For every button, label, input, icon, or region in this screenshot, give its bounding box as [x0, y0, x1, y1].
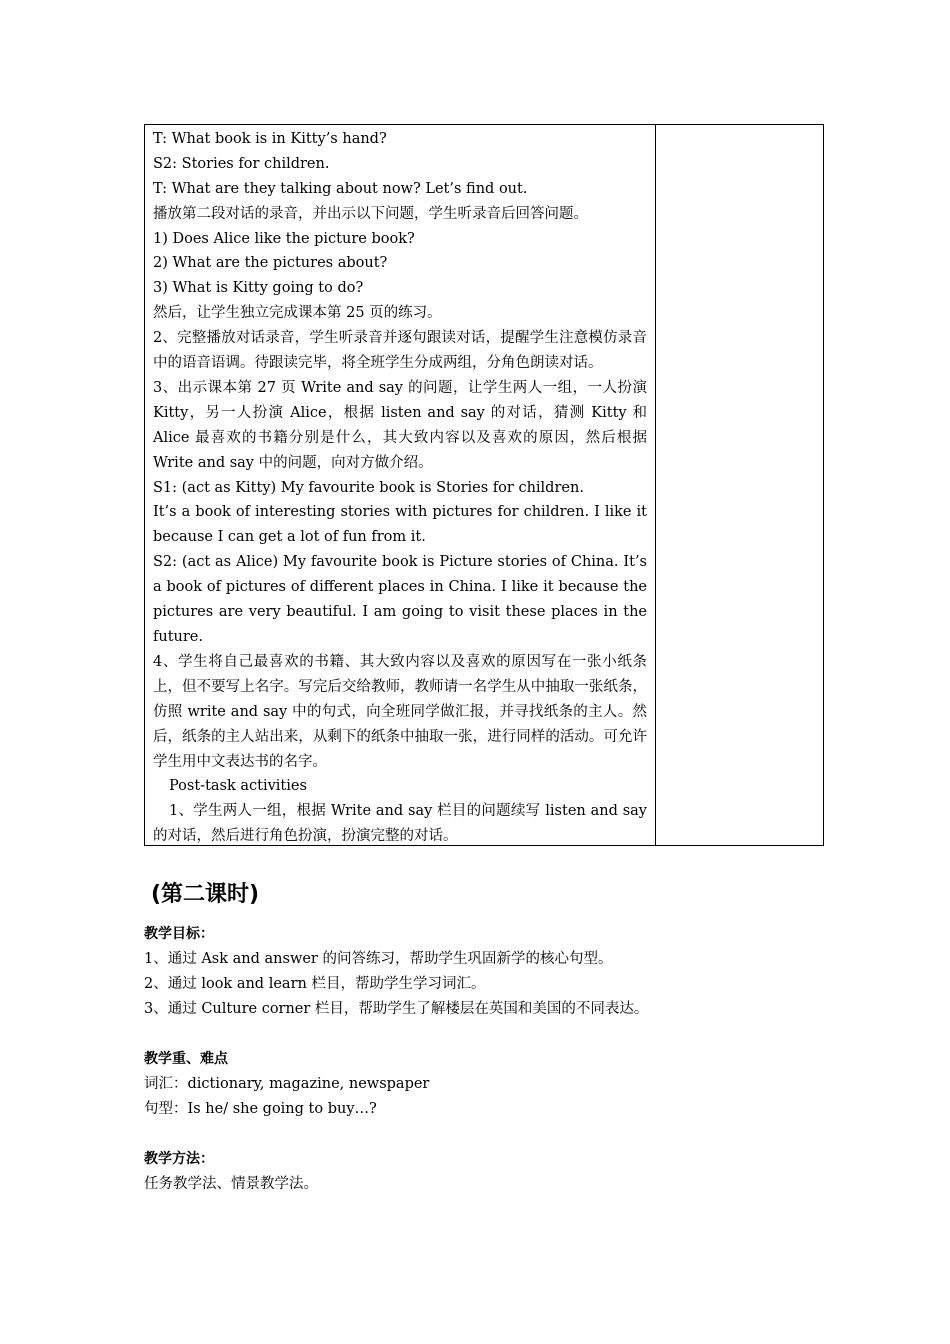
methods-heading: 教学方法：	[144, 1151, 214, 1167]
table-side-cell	[656, 125, 823, 845]
table-line: 1) Does Alice like the picture book?	[153, 230, 415, 247]
key-points-section	[144, 1047, 824, 1122]
table-line: 2) What are the pictures about?	[153, 255, 388, 272]
table-line: S2: Stories for children.	[153, 155, 330, 172]
methods-section	[144, 1147, 824, 1197]
lesson-title: (第二课时)	[151, 882, 260, 907]
table-line: T: What book is in Kitty’s hand?	[153, 131, 387, 147]
post-task-paragraph: 1、学生两人一组，根据 Write and say 栏目的问题续写 listen and say 的对话，然后进行角色扮演，扮演完整的对话。	[153, 803, 647, 845]
table-main-cell	[145, 125, 656, 845]
objective-item: 2、通过 look and learn 栏目，帮助学生学习词汇。	[144, 976, 486, 992]
objectives-heading: 教学目标：	[144, 926, 214, 942]
s2-paragraph: S2: (act as Alice) My favourite book is Picture stories of China. It’s a book of pictures of different places in China. I like it because the pictures are very beautiful. I am going to visit these places in the future.	[153, 554, 647, 645]
objective-item: 3、通过 Culture corner 栏目，帮助学生了解楼层在英国和美国的不同表达。	[144, 1001, 649, 1017]
vocabulary-line: 词汇：dictionary, magazine, newspaper	[144, 1076, 430, 1092]
methods-text: 任务教学法、情景教学法。	[144, 1176, 318, 1192]
lesson-table	[144, 124, 824, 846]
s1-paragraph: It’s a book of interesting stories with pictures for children. I like it because I can get a lot of fun from it.	[153, 504, 647, 546]
table-line: T: What are they talking about now? Let’s find out.	[153, 180, 528, 197]
table-line: 然后，让学生独立完成课本第 25 页的练习。	[153, 305, 442, 322]
table-line: 播放第二段对话的录音，并出示以下问题，学生听录音后回答问题。	[153, 205, 588, 222]
table-line: 3) What is Kitty going to do?	[153, 280, 364, 297]
objective-item: 1、通过 Ask and answer 的问答练习，帮助学生巩固新学的核心句型。	[144, 951, 613, 967]
post-task-heading: Post-task activities	[169, 778, 307, 795]
step-4-paragraph: 4、学生将自己最喜欢的书籍、其大致内容以及喜欢的原因写在一张小纸条上，但不要写上名字。写完后交给教师，教师请一名学生从中抽取一张纸条，仿照 write and say 中的句式，向全班同学做汇报，并寻找纸条的主人。然后，纸条的主人站出来，从剩下的纸条中抽取一张，进行同样的活动。可允许学生用中文表达书的名字。	[153, 653, 647, 770]
sentence-pattern-line: 句型：Is he/ she going to buy…?	[144, 1101, 377, 1117]
key-points-heading: 教学重、难点	[144, 1051, 228, 1067]
objectives-section	[144, 922, 824, 1022]
s1-line: S1: (act as Kitty) My favourite book is Stories for children.	[153, 479, 584, 496]
step-3-paragraph: 3、出示课本第 27 页 Write and say 的问题，让学生两人一组，一人扮演 Kitty，另一人扮演 Alice，根据 listen and say 的对话，猜测 Kitty 和 Alice 最喜欢的书籍分别是什么，其大致内容以及喜欢的原因，然后根据 Write and say 中的问题，向对方做介绍。	[153, 379, 647, 471]
step-2-paragraph: 2、完整播放对话录音，学生听录音并逐句跟读对话，提醒学生注意模仿录音中的语音语调。待跟读完毕，将全班学生分成两组，分角色朗读对话。	[153, 330, 647, 372]
